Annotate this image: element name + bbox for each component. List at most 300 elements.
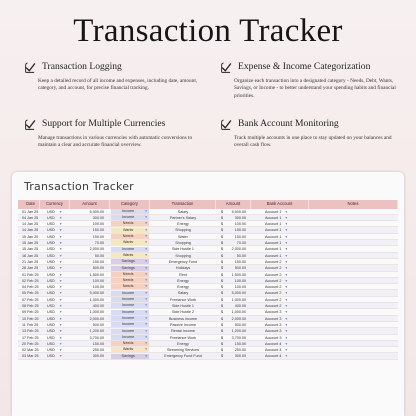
chevron-down-icon[interactable]: ▾	[59, 228, 62, 233]
cell-amount[interactable]: 500.00	[92, 322, 104, 327]
cell-currency[interactable]	[40, 278, 70, 283]
chevron-down-icon[interactable]: ▾	[59, 215, 62, 220]
category-pill[interactable]	[111, 209, 149, 214]
chevron-down-icon[interactable]: ▾	[285, 297, 288, 302]
cell-currency[interactable]	[40, 309, 70, 314]
cell-date[interactable]: 07 Feb 25	[22, 297, 39, 302]
cell-amount[interactable]: 150.00	[92, 234, 104, 239]
cell-transaction[interactable]: Side Hustle 2	[172, 310, 194, 315]
cell-date[interactable]: 10 Feb 25	[22, 316, 39, 321]
cell-bank-account[interactable]	[251, 284, 309, 289]
cell-notes[interactable]	[309, 265, 398, 270]
chevron-down-icon[interactable]: ▾	[59, 222, 62, 227]
cell-transaction[interactable]: Water	[178, 234, 188, 239]
cell-category[interactable]	[110, 215, 150, 220]
chevron-down-icon[interactable]: ▾	[59, 354, 62, 359]
cell-amount[interactable]: 500.00	[92, 266, 104, 271]
cell-currency[interactable]	[40, 221, 70, 226]
cell-amount[interactable]: 100.00	[92, 285, 104, 290]
cell-category[interactable]	[110, 265, 150, 270]
cell-amount[interactable]: 300.00	[92, 354, 104, 359]
cell-amount-converted[interactable]	[216, 234, 251, 239]
cell-amount[interactable]: 150.00	[92, 341, 104, 346]
cell-currency[interactable]	[40, 259, 70, 264]
cell-amount[interactable]: 1,000.00	[89, 310, 104, 315]
cell-category[interactable]	[110, 297, 150, 302]
cell-notes[interactable]	[309, 353, 398, 358]
cell-bank-account[interactable]	[251, 278, 309, 283]
chevron-down-icon[interactable]: ▾	[59, 241, 62, 246]
cell-category[interactable]	[110, 353, 150, 358]
chevron-down-icon[interactable]: ▾	[285, 341, 288, 346]
category-pill[interactable]	[111, 240, 149, 245]
category-pill[interactable]	[111, 253, 149, 258]
chevron-down-icon[interactable]: ▾	[145, 271, 147, 276]
chevron-down-icon[interactable]: ▾	[145, 278, 147, 283]
cell-category[interactable]	[110, 328, 150, 333]
cell-notes[interactable]	[309, 278, 398, 283]
cell-category[interactable]	[110, 278, 150, 283]
cell-amount-converted[interactable]	[216, 259, 251, 264]
cell-date[interactable]: 15 Jan 25	[22, 247, 39, 252]
cell-transaction[interactable]: Side Hustle 1	[172, 247, 194, 252]
cell-transaction[interactable]: Partner's Salary	[169, 215, 197, 220]
chevron-down-icon[interactable]: ▾	[285, 241, 288, 246]
currency-value: USD	[47, 354, 55, 359]
cell-notes[interactable]	[309, 316, 398, 321]
category-value: Needs	[122, 221, 134, 226]
cell-date[interactable]: 05 Feb 25	[22, 291, 39, 296]
currency-value: USD	[47, 335, 55, 340]
cell-notes[interactable]	[309, 322, 398, 327]
cell-bank-account[interactable]	[251, 353, 309, 358]
cell-bank-account[interactable]	[251, 246, 309, 251]
cell-category[interactable]	[110, 253, 150, 258]
cell-currency[interactable]	[40, 328, 70, 333]
cell-transaction[interactable]: Rent	[179, 272, 187, 277]
chevron-down-icon[interactable]: ▾	[285, 222, 288, 227]
category-pill[interactable]	[111, 329, 149, 334]
cell-amount-converted[interactable]	[216, 240, 251, 245]
cell-notes[interactable]	[309, 347, 398, 352]
chevron-down-icon[interactable]: ▾	[145, 234, 147, 239]
cell-currency[interactable]	[40, 290, 70, 295]
chevron-down-icon[interactable]: ▾	[59, 209, 62, 214]
cell-date[interactable]: 17 Feb 25	[22, 335, 39, 340]
chevron-down-icon[interactable]: ▾	[285, 335, 288, 340]
cell-currency[interactable]	[40, 341, 70, 346]
cell-bank-account[interactable]	[251, 265, 309, 270]
chevron-down-icon[interactable]: ▾	[285, 329, 288, 334]
chevron-down-icon[interactable]: ▾	[145, 227, 147, 232]
cell-category[interactable]	[110, 316, 150, 321]
cell-transaction[interactable]: Shopping	[175, 253, 191, 258]
chevron-down-icon[interactable]: ▾	[285, 316, 288, 321]
category-pill[interactable]	[111, 322, 149, 327]
chevron-down-icon[interactable]: ▾	[285, 322, 288, 327]
category-pill[interactable]	[111, 291, 149, 296]
cell-currency[interactable]	[40, 209, 70, 214]
chevron-down-icon[interactable]: ▾	[145, 221, 147, 226]
chevron-down-icon[interactable]: ▾	[59, 297, 62, 302]
cell-bank-account[interactable]	[251, 253, 309, 258]
chevron-down-icon[interactable]: ▾	[285, 209, 288, 214]
cell-notes[interactable]	[309, 335, 398, 340]
cell-date[interactable]: 02 Mar 25	[22, 348, 39, 353]
cell-transaction[interactable]: Rental Income	[171, 329, 195, 334]
currency-symbol: $	[221, 272, 224, 277]
cell-notes[interactable]	[309, 284, 398, 289]
cell-date[interactable]: 02 Feb 25	[22, 278, 39, 283]
cell-category[interactable]	[110, 259, 150, 264]
cell-amount[interactable]: 2,000.00	[89, 316, 104, 321]
cell-date[interactable]: 04 Feb 25	[22, 285, 39, 290]
cell-notes[interactable]	[309, 341, 398, 346]
table-row[interactable]	[18, 353, 398, 359]
cell-transaction[interactable]: Shopping	[175, 241, 191, 246]
chevron-down-icon[interactable]: ▾	[145, 297, 147, 302]
chevron-down-icon[interactable]: ▾	[59, 266, 62, 271]
cell-bank-account[interactable]	[251, 341, 309, 346]
chevron-down-icon[interactable]: ▾	[59, 234, 62, 239]
currency-symbol: $	[221, 209, 224, 214]
cell-amount-converted[interactable]	[216, 335, 251, 340]
chevron-down-icon[interactable]: ▾	[59, 329, 62, 334]
cell-notes[interactable]	[309, 309, 398, 314]
category-pill[interactable]	[111, 284, 149, 289]
cell-amount[interactable]: 70.00	[94, 241, 104, 246]
amount-value: 300.00	[234, 354, 246, 359]
chevron-down-icon[interactable]: ▾	[59, 247, 62, 252]
cell-currency[interactable]	[40, 297, 70, 302]
cell-date[interactable]: 15 Jan 25	[22, 241, 39, 246]
cell-amount-converted[interactable]	[216, 322, 251, 327]
chevron-down-icon[interactable]: ▾	[285, 278, 288, 283]
cell-currency[interactable]	[40, 215, 70, 220]
cell-transaction[interactable]: Shopping	[175, 228, 191, 233]
cell-notes[interactable]	[309, 240, 398, 245]
cell-bank-account[interactable]	[251, 347, 309, 352]
cell-transaction[interactable]: Energy	[177, 278, 189, 283]
check-icon	[220, 118, 233, 131]
cell-amount-converted[interactable]	[216, 353, 251, 358]
cell-currency[interactable]	[40, 272, 70, 277]
cell-amount-converted[interactable]	[216, 253, 251, 258]
chevron-down-icon[interactable]: ▾	[59, 253, 62, 258]
category-pill[interactable]	[111, 234, 149, 239]
chevron-down-icon[interactable]: ▾	[285, 285, 288, 290]
category-value: Needs	[122, 234, 134, 239]
cell-bank-account[interactable]	[251, 290, 309, 295]
chevron-down-icon[interactable]: ▾	[145, 353, 147, 358]
cell-notes[interactable]	[309, 297, 398, 302]
cell-notes[interactable]	[309, 290, 398, 295]
cell-transaction[interactable]: Energy	[177, 285, 189, 290]
cell-bank-account[interactable]	[251, 316, 309, 321]
chevron-down-icon[interactable]: ▾	[59, 278, 62, 283]
chevron-down-icon[interactable]: ▾	[145, 341, 147, 346]
chevron-down-icon[interactable]: ▾	[285, 234, 288, 239]
cell-category[interactable]	[110, 221, 150, 226]
cell-date[interactable]: 14 Jan 25	[22, 222, 39, 227]
cell-amount-converted[interactable]	[216, 272, 251, 277]
chevron-down-icon[interactable]: ▾	[59, 285, 62, 290]
chevron-down-icon[interactable]: ▾	[59, 310, 62, 315]
cell-bank-account[interactable]	[251, 215, 309, 220]
chevron-down-icon[interactable]: ▾	[285, 304, 288, 309]
cell-amount-converted[interactable]	[216, 297, 251, 302]
cell-date[interactable]: 01 Feb 25	[22, 272, 39, 277]
category-pill[interactable]	[111, 354, 149, 359]
cell-bank-account[interactable]	[251, 227, 309, 232]
cell-date[interactable]: 03 Mar 25	[22, 354, 39, 359]
cell-transaction[interactable]: Salary	[177, 291, 189, 296]
cell-date[interactable]: 11 Feb 25	[22, 322, 39, 327]
currency-symbol: $	[221, 348, 224, 353]
cell-amount[interactable]: 100.00	[92, 278, 104, 283]
chevron-down-icon[interactable]: ▾	[145, 246, 147, 251]
cell-transaction[interactable]: Emergency Fund	[168, 259, 198, 264]
cell-date[interactable]: 15 Jan 25	[22, 234, 39, 239]
cell-bank-account[interactable]	[251, 259, 309, 264]
cell-currency[interactable]	[40, 303, 70, 308]
category-pill[interactable]	[111, 335, 149, 340]
cell-date[interactable]: 09 Feb 25	[22, 310, 39, 315]
cell-amount-converted[interactable]	[216, 347, 251, 352]
cell-notes[interactable]	[309, 234, 398, 239]
cell-amount[interactable]: 150.00	[92, 228, 104, 233]
cell-notes[interactable]	[309, 253, 398, 258]
chevron-down-icon[interactable]: ▾	[285, 215, 288, 220]
chevron-down-icon[interactable]: ▾	[285, 310, 288, 315]
cell-notes[interactable]	[309, 227, 398, 232]
cell-category[interactable]	[110, 335, 150, 340]
chevron-down-icon[interactable]: ▾	[145, 347, 147, 352]
chevron-down-icon[interactable]: ▾	[145, 309, 147, 314]
cell-date[interactable]: 04 Jan 25	[22, 215, 39, 220]
chevron-down-icon[interactable]: ▾	[285, 259, 288, 264]
cell-date[interactable]: 21 Jan 25	[22, 259, 39, 264]
chevron-down-icon[interactable]: ▾	[145, 290, 147, 295]
cell-currency[interactable]	[40, 284, 70, 289]
chevron-down-icon[interactable]: ▾	[285, 354, 288, 359]
cell-bank-account[interactable]	[251, 328, 309, 333]
cell-amount-converted[interactable]	[216, 341, 251, 346]
cell-notes[interactable]	[309, 303, 398, 308]
cell-amount-converted[interactable]	[216, 209, 251, 214]
cell-category[interactable]	[110, 234, 150, 239]
chevron-down-icon[interactable]: ▾	[145, 315, 147, 320]
category-pill[interactable]	[111, 341, 149, 346]
cell-notes[interactable]	[309, 221, 398, 226]
cell-transaction[interactable]: Emergency Fund Fund	[164, 354, 202, 359]
category-pill[interactable]	[111, 347, 149, 352]
cell-currency[interactable]	[40, 253, 70, 258]
category-pill[interactable]	[111, 221, 149, 226]
chevron-down-icon[interactable]: ▾	[145, 240, 147, 245]
cell-currency[interactable]	[40, 240, 70, 245]
chevron-down-icon[interactable]: ▾	[145, 215, 147, 220]
category-pill[interactable]	[111, 303, 149, 308]
cell-date[interactable]: 28 Jan 25	[22, 266, 39, 271]
chevron-down-icon[interactable]: ▾	[285, 348, 288, 353]
cell-category[interactable]	[110, 284, 150, 289]
cell-amount[interactable]: 50.00	[94, 253, 104, 258]
cell-transaction[interactable]: Freelance Work	[170, 297, 196, 302]
category-pill[interactable]	[111, 215, 149, 220]
cell-category[interactable]	[110, 341, 150, 346]
cell-notes[interactable]	[309, 246, 398, 251]
cell-currency[interactable]	[40, 234, 70, 239]
cell-category[interactable]	[110, 240, 150, 245]
cell-transaction[interactable]: Energy	[177, 341, 189, 346]
cell-bank-account[interactable]	[251, 335, 309, 340]
cell-transaction[interactable]: Freelance Work	[170, 335, 196, 340]
chevron-down-icon[interactable]: ▾	[285, 266, 288, 271]
category-pill[interactable]	[111, 316, 149, 321]
chevron-down-icon[interactable]: ▾	[285, 253, 288, 258]
cell-bank-account[interactable]	[251, 272, 309, 277]
chevron-down-icon[interactable]: ▾	[285, 247, 288, 252]
cell-amount[interactable]: 5,000.00	[89, 291, 104, 296]
cell-amount-converted[interactable]	[216, 316, 251, 321]
cell-date[interactable]: 18 Jan 25	[22, 253, 39, 258]
cell-notes[interactable]	[309, 328, 398, 333]
cell-transaction[interactable]: Salary	[177, 209, 189, 214]
cell-transaction[interactable]: Business Income	[168, 316, 198, 321]
cell-bank-account[interactable]	[251, 234, 309, 239]
cell-transaction[interactable]: Energy	[177, 222, 189, 227]
chevron-down-icon[interactable]: ▾	[145, 252, 147, 257]
chevron-down-icon[interactable]: ▾	[285, 291, 288, 296]
chevron-down-icon[interactable]: ▾	[145, 334, 147, 339]
cell-amount-converted[interactable]	[216, 246, 251, 251]
cell-category[interactable]	[110, 322, 150, 327]
cell-bank-account[interactable]	[251, 303, 309, 308]
chevron-down-icon[interactable]: ▾	[59, 291, 62, 296]
chevron-down-icon[interactable]: ▾	[59, 304, 62, 309]
chevron-down-icon[interactable]: ▾	[59, 341, 62, 346]
cell-amount-converted[interactable]	[216, 328, 251, 333]
category-pill[interactable]	[111, 310, 149, 315]
chevron-down-icon[interactable]: ▾	[145, 265, 147, 270]
cell-amount[interactable]: 250.00	[92, 348, 104, 353]
cell-currency[interactable]	[40, 353, 70, 358]
chevron-down-icon[interactable]: ▾	[285, 228, 288, 233]
cell-date[interactable]: 13 Feb 25	[22, 329, 39, 334]
cell-amount[interactable]: 1,500.00	[89, 272, 104, 277]
cell-amount-converted[interactable]	[216, 284, 251, 289]
cell-category[interactable]	[110, 303, 150, 308]
cell-amount-converted[interactable]	[216, 215, 251, 220]
cell-category[interactable]	[110, 272, 150, 277]
cell-amount[interactable]: 100.00	[92, 222, 104, 227]
cell-currency[interactable]	[40, 335, 70, 340]
category-pill[interactable]	[111, 297, 149, 302]
cell-bank-account[interactable]	[251, 322, 309, 327]
cell-currency[interactable]	[40, 347, 70, 352]
chevron-down-icon[interactable]: ▾	[59, 272, 62, 277]
cell-transaction[interactable]: Holidays	[175, 266, 191, 271]
chevron-down-icon[interactable]: ▾	[145, 328, 147, 333]
cell-amount[interactable]: 3,700.00	[89, 335, 104, 340]
cell-notes[interactable]	[309, 215, 398, 220]
cell-amount[interactable]: 1,200.00	[89, 329, 104, 334]
cell-date[interactable]: 08 Feb 25	[22, 304, 39, 309]
cell-bank-account[interactable]	[251, 240, 309, 245]
cell-notes[interactable]	[309, 259, 398, 264]
cell-amount[interactable]: 400.00	[92, 304, 104, 309]
cell-bank-account[interactable]	[251, 209, 309, 214]
cell-category[interactable]	[110, 209, 150, 214]
category-pill[interactable]	[111, 278, 149, 283]
chevron-down-icon[interactable]: ▾	[59, 348, 62, 353]
cell-currency[interactable]	[40, 246, 70, 251]
cell-amount[interactable]: 300.00	[92, 215, 104, 220]
chevron-down-icon[interactable]: ▾	[145, 208, 147, 213]
cell-amount-converted[interactable]	[216, 221, 251, 226]
cell-bank-account[interactable]	[251, 221, 309, 226]
chevron-down-icon[interactable]: ▾	[145, 322, 147, 327]
chevron-down-icon[interactable]: ▾	[59, 316, 62, 321]
cell-amount-converted[interactable]	[216, 278, 251, 283]
chevron-down-icon[interactable]: ▾	[145, 284, 147, 289]
chevron-down-icon[interactable]: ▾	[59, 322, 62, 327]
cell-amount-converted[interactable]	[216, 309, 251, 314]
cell-notes[interactable]	[309, 209, 398, 214]
chevron-down-icon[interactable]: ▾	[145, 259, 147, 264]
cell-transaction[interactable]: Side Hustle 1	[172, 304, 194, 309]
cell-amount-converted[interactable]	[216, 227, 251, 232]
col-category: Category	[110, 200, 150, 209]
cell-currency[interactable]	[40, 322, 70, 327]
cell-amount-converted[interactable]	[216, 290, 251, 295]
cell-category[interactable]	[110, 347, 150, 352]
cell-date[interactable]: 01 Jan 25	[22, 209, 39, 214]
cell-amount[interactable]: 150.00	[92, 259, 104, 264]
cell-currency[interactable]	[40, 265, 70, 270]
chevron-down-icon[interactable]: ▾	[145, 303, 147, 308]
cell-amount[interactable]: 5,000.00	[89, 209, 104, 214]
category-pill[interactable]	[111, 259, 149, 264]
cell-category[interactable]	[110, 290, 150, 295]
cell-bank-account[interactable]	[251, 309, 309, 314]
cell-currency[interactable]	[40, 316, 70, 321]
category-pill[interactable]	[111, 266, 149, 271]
chevron-down-icon[interactable]: ▾	[59, 259, 62, 264]
cell-amount[interactable]: 1,000.00	[89, 297, 104, 302]
cell-date[interactable]: 20 Feb 25	[22, 341, 39, 346]
cell-date[interactable]: 14 Jan 25	[22, 228, 39, 233]
cell-transaction[interactable]: Streaming Services	[167, 348, 199, 353]
cell-category[interactable]	[110, 227, 150, 232]
cell-transaction[interactable]: Passive Income	[169, 322, 197, 327]
cell-notes[interactable]	[309, 272, 398, 277]
category-pill[interactable]	[111, 272, 149, 277]
category-pill[interactable]	[111, 228, 149, 233]
cell-category[interactable]	[110, 309, 150, 314]
cell-amount[interactable]: 2,000.00	[89, 247, 104, 252]
currency-value: USD	[47, 348, 55, 353]
cell-amount-converted[interactable]	[216, 265, 251, 270]
cell-bank-account[interactable]	[251, 297, 309, 302]
cell-category[interactable]	[110, 246, 150, 251]
cell-amount-converted[interactable]	[216, 303, 251, 308]
chevron-down-icon[interactable]: ▾	[59, 335, 62, 340]
cell-currency[interactable]	[40, 227, 70, 232]
chevron-down-icon[interactable]: ▾	[285, 272, 288, 277]
category-pill[interactable]	[111, 247, 149, 252]
